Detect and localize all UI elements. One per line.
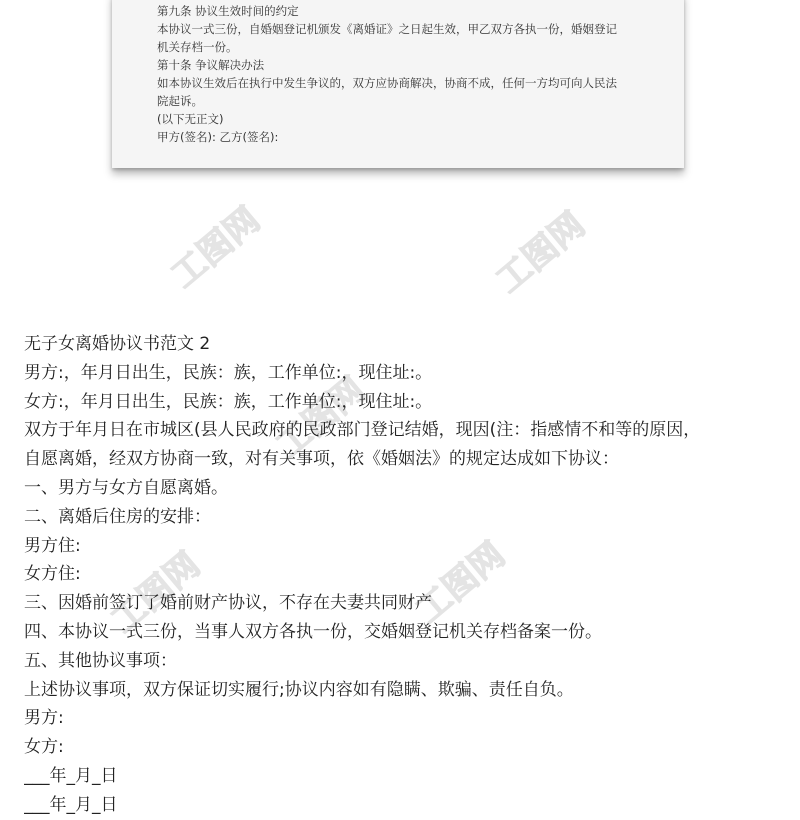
document-line: 女方:，年月日出生，民族：族，工作单位:，现住址:。 bbox=[24, 391, 433, 412]
document-line: 三、因婚前签订了婚前财产协议，不存在夫妻共同财产 bbox=[24, 593, 432, 614]
preview-line: 第九条 协议生效时间的约定 bbox=[157, 4, 299, 18]
preview-line: 本协议一式三份，自婚姻登记机颁发《离婚证》之日起生效，甲乙双方各执一份，婚姻登记 bbox=[157, 22, 617, 36]
preview-line: 机关存档一份。 bbox=[157, 40, 238, 54]
document-line: ___年_月_日 bbox=[24, 765, 118, 786]
watermark-text: 工图网 bbox=[163, 199, 268, 296]
document-body bbox=[24, 330, 794, 820]
document-line: 男方住: bbox=[24, 535, 81, 556]
preview-line: 如本协议生效后在执行中发生争议的，双方应协商解决，协商不成，任何一方均可向人民法 bbox=[157, 76, 617, 90]
document-line: 五、其他协议事项： bbox=[24, 650, 177, 671]
watermark-logo bbox=[162, 147, 328, 296]
preview-line: 第十条 争议解决办法 bbox=[157, 58, 265, 72]
document-line: 自愿离婚，经双方协商一致，对有关事项，依《婚姻法》的规定达成如下协议： bbox=[24, 449, 619, 470]
document-line: 男方: bbox=[24, 708, 64, 729]
watermark-text: 工图网 bbox=[488, 204, 593, 301]
preview-line: 院起诉。 bbox=[157, 94, 203, 108]
watermark-text: 工图网 bbox=[268, 369, 373, 466]
preview-line: 甲方(签名): 乙方(签名): bbox=[157, 130, 279, 144]
watermark-text: 工图网 bbox=[408, 534, 513, 631]
watermark-graphic bbox=[487, 152, 653, 301]
preview-line: (以下无正文) bbox=[157, 112, 224, 126]
document-line: 双方于年月日在市城区(县人民政府的民政部门登记结婚，现因(注：指感情不和等的原因， bbox=[24, 420, 701, 441]
document-line: 一、男方与女方自愿离婚。 bbox=[24, 477, 228, 498]
document-line: 男方:，年月日出生，民族：族，工作单位:，现住址:。 bbox=[24, 362, 433, 383]
document-line: 女方: bbox=[24, 737, 64, 758]
document-line: ___年_月_日 bbox=[24, 794, 118, 815]
document-preview-card bbox=[112, 0, 684, 168]
watermark-logo bbox=[487, 152, 653, 301]
watermark-graphic bbox=[162, 147, 328, 296]
document-line: 女方住: bbox=[24, 564, 81, 585]
document-title: 无子女离婚协议书范文 2 bbox=[24, 334, 211, 354]
document-line: 上述协议事项，双方保证切实履行;协议内容如有隐瞒、欺骗、责任自负。 bbox=[24, 679, 574, 700]
watermark-text: 工图网 bbox=[103, 544, 208, 641]
document-line: 四、本协议一式三份，当事人双方各执一份，交婚姻登记机关存档备案一份。 bbox=[24, 621, 602, 642]
document-line: 二、离婚后住房的安排： bbox=[24, 506, 211, 527]
